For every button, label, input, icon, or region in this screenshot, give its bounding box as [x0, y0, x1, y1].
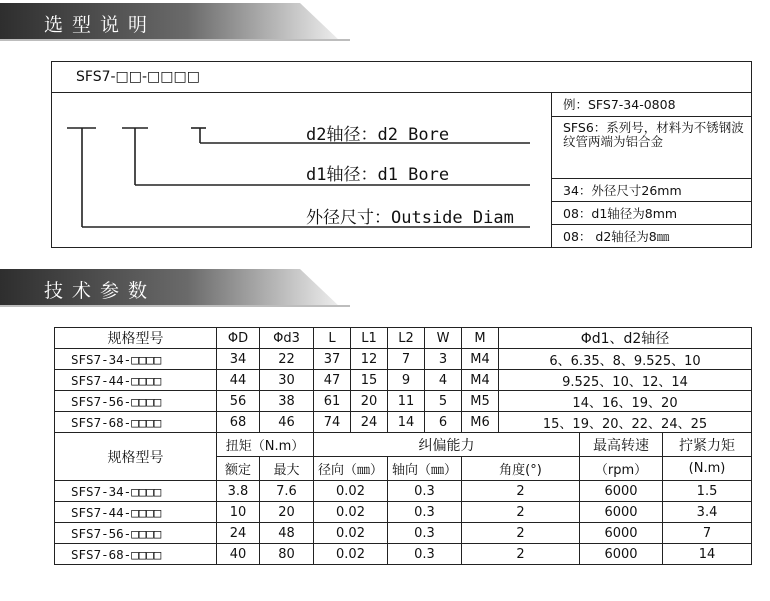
- cell: 7: [663, 523, 752, 544]
- cell: 80: [260, 544, 314, 565]
- header-cell: L1: [351, 328, 388, 349]
- bore-cell: 9.525、10、12、14: [499, 370, 752, 391]
- cell: 1.5: [663, 481, 752, 502]
- cell: 20: [260, 502, 314, 523]
- cell: 48: [260, 523, 314, 544]
- cell: 2: [462, 523, 580, 544]
- table2-header-row: [55, 433, 752, 457]
- cell: 7.6: [260, 481, 314, 502]
- model-cell: SFS7-56-□□□□: [55, 523, 217, 544]
- cell: 46: [260, 412, 314, 433]
- header-cell: 规格型号: [55, 328, 217, 349]
- table-row: [55, 481, 752, 502]
- cell: 68: [217, 412, 260, 433]
- header-cell: M: [462, 328, 499, 349]
- model-selection-box: [51, 61, 752, 248]
- cell: 10: [217, 502, 260, 523]
- header-cell: Φd3: [260, 328, 314, 349]
- header-cell: 最高转速: [580, 433, 663, 457]
- cell: 0.02: [314, 523, 388, 544]
- table-row: [55, 370, 752, 391]
- cell: 0.02: [314, 502, 388, 523]
- section-banner-selection: [0, 3, 350, 41]
- header-cell: 纠偏能力: [314, 433, 580, 457]
- header-cell: 扭矩（N.m）: [217, 433, 314, 457]
- cell: 22: [260, 349, 314, 370]
- section-title: 技术参数: [44, 280, 157, 302]
- cell: 6000: [580, 481, 663, 502]
- cell: 14: [663, 544, 752, 565]
- model-cell: SFS7-44-□□□□: [55, 502, 217, 523]
- header-cell: W: [425, 328, 462, 349]
- cell: 15: [351, 370, 388, 391]
- section-banner-params: [0, 269, 350, 307]
- header-cell: L: [314, 328, 351, 349]
- cell: 38: [260, 391, 314, 412]
- cell: 5: [425, 391, 462, 412]
- table-row: [55, 502, 752, 523]
- cell: 7: [388, 349, 425, 370]
- cell: 0.02: [314, 481, 388, 502]
- example-d2: 08： d2轴径为8㎜: [563, 229, 670, 244]
- bore-cell: 15、19、20、22、24、25: [499, 412, 752, 433]
- cell: 2: [462, 502, 580, 523]
- cell: 44: [217, 370, 260, 391]
- bore-cell: 6、6.35、8、9.525、10: [499, 349, 752, 370]
- cell: 30: [260, 370, 314, 391]
- cell: M5: [462, 391, 499, 412]
- model-code: SFS7-□□-□□□□: [76, 69, 200, 85]
- d1-bore-label: d1轴径：d1 Bore: [306, 165, 450, 185]
- cell: M6: [462, 412, 499, 433]
- example-d1: 08：d1轴径为8mm: [552, 202, 751, 225]
- header-cell: 规格型号: [55, 433, 217, 481]
- d2-bore-label: d2轴径：d2 Bore: [306, 125, 450, 145]
- table-row: [55, 391, 752, 412]
- cell: 40: [217, 544, 260, 565]
- header-cell: （rpm）: [580, 457, 663, 481]
- cell: 6: [425, 412, 462, 433]
- cell: 11: [388, 391, 425, 412]
- cell: 0.3: [388, 523, 462, 544]
- cell: M4: [462, 349, 499, 370]
- cell: 61: [314, 391, 351, 412]
- cell: 0.3: [388, 481, 462, 502]
- cell: 9: [388, 370, 425, 391]
- cell: 12: [351, 349, 388, 370]
- example-title: 例：SFS7-34-0808: [552, 93, 751, 117]
- table1-header-row: [55, 328, 752, 349]
- cell: 24: [217, 523, 260, 544]
- header-cell: ΦD: [217, 328, 260, 349]
- header-cell: 径向（㎜）: [314, 457, 388, 481]
- cell: 2: [462, 544, 580, 565]
- header-cell: (N.m): [663, 457, 752, 481]
- cell: 0.3: [388, 502, 462, 523]
- cell: 34: [217, 349, 260, 370]
- model-cell: SFS7-68-□□□□: [55, 412, 217, 433]
- cell: 3: [425, 349, 462, 370]
- cell: 0.02: [314, 544, 388, 565]
- cell: 3.4: [663, 502, 752, 523]
- cell: 56: [217, 391, 260, 412]
- example-series: SFS6：系列号，材料为不锈钢波纹管两端为铝合金: [552, 117, 751, 179]
- header-cell: 拧紧力矩: [663, 433, 752, 457]
- header-cell: 额定: [217, 457, 260, 481]
- outside-diam-label: 外径尺寸：Outside Diam: [306, 208, 514, 228]
- table-row: [55, 412, 752, 433]
- model-cell: SFS7-56-□□□□: [55, 391, 217, 412]
- header-cell: 最大: [260, 457, 314, 481]
- cell: 24: [351, 412, 388, 433]
- cell: 20: [351, 391, 388, 412]
- header-cell: 轴向（㎜）: [388, 457, 462, 481]
- section-title: 选型说明: [44, 14, 157, 36]
- cell: 74: [314, 412, 351, 433]
- cell: 14: [388, 412, 425, 433]
- header-cell: L2: [388, 328, 425, 349]
- cell: 6000: [580, 502, 663, 523]
- spec-table: [54, 327, 752, 565]
- cell: 6000: [580, 544, 663, 565]
- cell: 6000: [580, 523, 663, 544]
- code-diagram: [52, 93, 552, 248]
- example-od: 34：外径尺寸26mm: [552, 179, 751, 202]
- table-row: [55, 349, 752, 370]
- cell: M4: [462, 370, 499, 391]
- cell: 4: [425, 370, 462, 391]
- cell: 2: [462, 481, 580, 502]
- model-cell: SFS7-68-□□□□: [55, 544, 217, 565]
- cell: 3.8: [217, 481, 260, 502]
- header-cell: 角度(°): [462, 457, 580, 481]
- model-cell: SFS7-44-□□□□: [55, 370, 217, 391]
- example-panel: [551, 93, 751, 248]
- table-row: [55, 523, 752, 544]
- bore-cell: 14、16、19、20: [499, 391, 752, 412]
- table-row: [55, 544, 752, 565]
- header-cell: Φd1、d2轴径: [499, 328, 752, 349]
- cell: 37: [314, 349, 351, 370]
- cell: 0.3: [388, 544, 462, 565]
- cell: 47: [314, 370, 351, 391]
- model-cell: SFS7-34-□□□□: [55, 481, 217, 502]
- model-cell: SFS7-34-□□□□: [55, 349, 217, 370]
